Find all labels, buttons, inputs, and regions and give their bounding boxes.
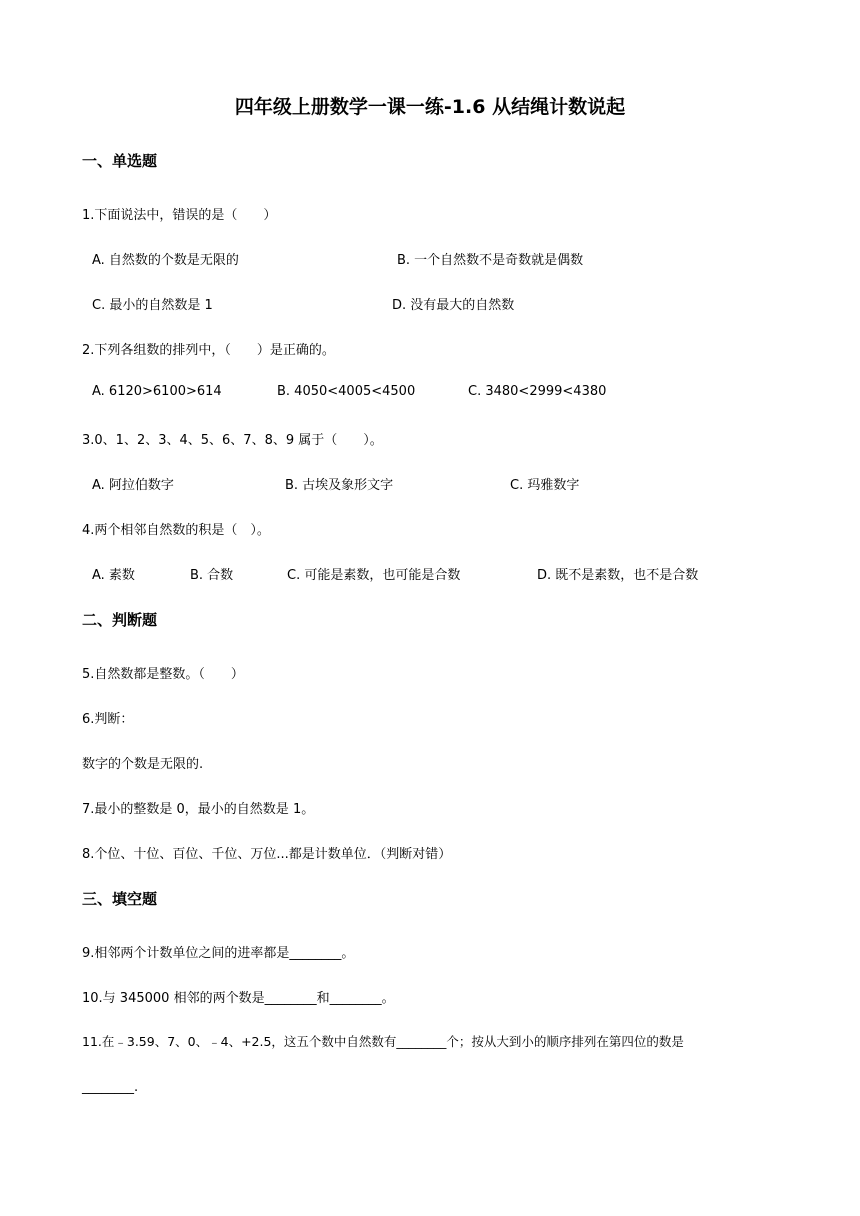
question-1: 1.下面说法中，错误的是（ ） — [82, 208, 277, 223]
q2-option-c: C. 3480<2999<4380 — [468, 384, 607, 399]
q4-option-b: B. 合数 — [190, 568, 234, 583]
q1-option-b: B. 一个自然数不是奇数就是偶数 — [397, 253, 584, 268]
question-11: 11.在﹣3.59、7、0、﹣4、+2.5，这五个数中自然数有________个；按从大到小的顺序排列在第四位的数是 — [82, 1034, 684, 1049]
section-heading-fill-blank: 三、填空题 — [82, 890, 158, 908]
question-6: 6.判断： — [82, 712, 134, 727]
question-5: 5.自然数都是整数。（ ） — [82, 667, 244, 682]
q1-option-d: D. 没有最大的自然数 — [392, 298, 515, 313]
q1-option-c: C. 最小的自然数是 1 — [92, 298, 213, 313]
question-3: 3.0、1、2、3、4、5、6、7、8、9 属于（ ）。 — [82, 433, 383, 448]
section-heading-single-choice: 一、单选题 — [82, 152, 158, 170]
question-6-statement: 数字的个数是无限的. — [82, 757, 204, 772]
q3-option-a: A. 阿拉伯数字 — [92, 478, 174, 493]
question-7: 7.最小的整数是 0，最小的自然数是 1。 — [82, 802, 315, 817]
question-2: 2.下列各组数的排列中，（ ）是正确的。 — [82, 343, 335, 358]
question-8: 8.个位、十位、百位、千位、万位...都是计数单位．（判断对错） — [82, 847, 452, 862]
question-10: 10.与 345000 相邻的两个数是________和________。 — [82, 991, 395, 1006]
page-title: 四年级上册数学一课一练-1.6 从结绳计数说起 — [234, 96, 626, 118]
q3-option-c: C. 玛雅数字 — [510, 478, 580, 493]
q4-option-a: A. 素数 — [92, 568, 135, 583]
q4-option-c: C. 可能是素数，也可能是合数 — [287, 568, 461, 583]
q3-option-b: B. 古埃及象形文字 — [285, 478, 394, 493]
section-heading-true-false: 二、判断题 — [82, 611, 158, 629]
q1-option-a: A. 自然数的个数是无限的 — [92, 253, 239, 268]
question-11-continued: ________. — [82, 1080, 139, 1095]
question-9: 9.相邻两个计数单位之间的进率都是________。 — [82, 946, 355, 961]
q2-option-a: A. 6120>6100>614 — [92, 384, 222, 399]
q4-option-d: D. 既不是素数，也不是合数 — [537, 568, 699, 583]
q2-option-b: B. 4050<4005<4500 — [277, 384, 416, 399]
question-4: 4.两个相邻自然数的积是（ ）。 — [82, 523, 270, 538]
